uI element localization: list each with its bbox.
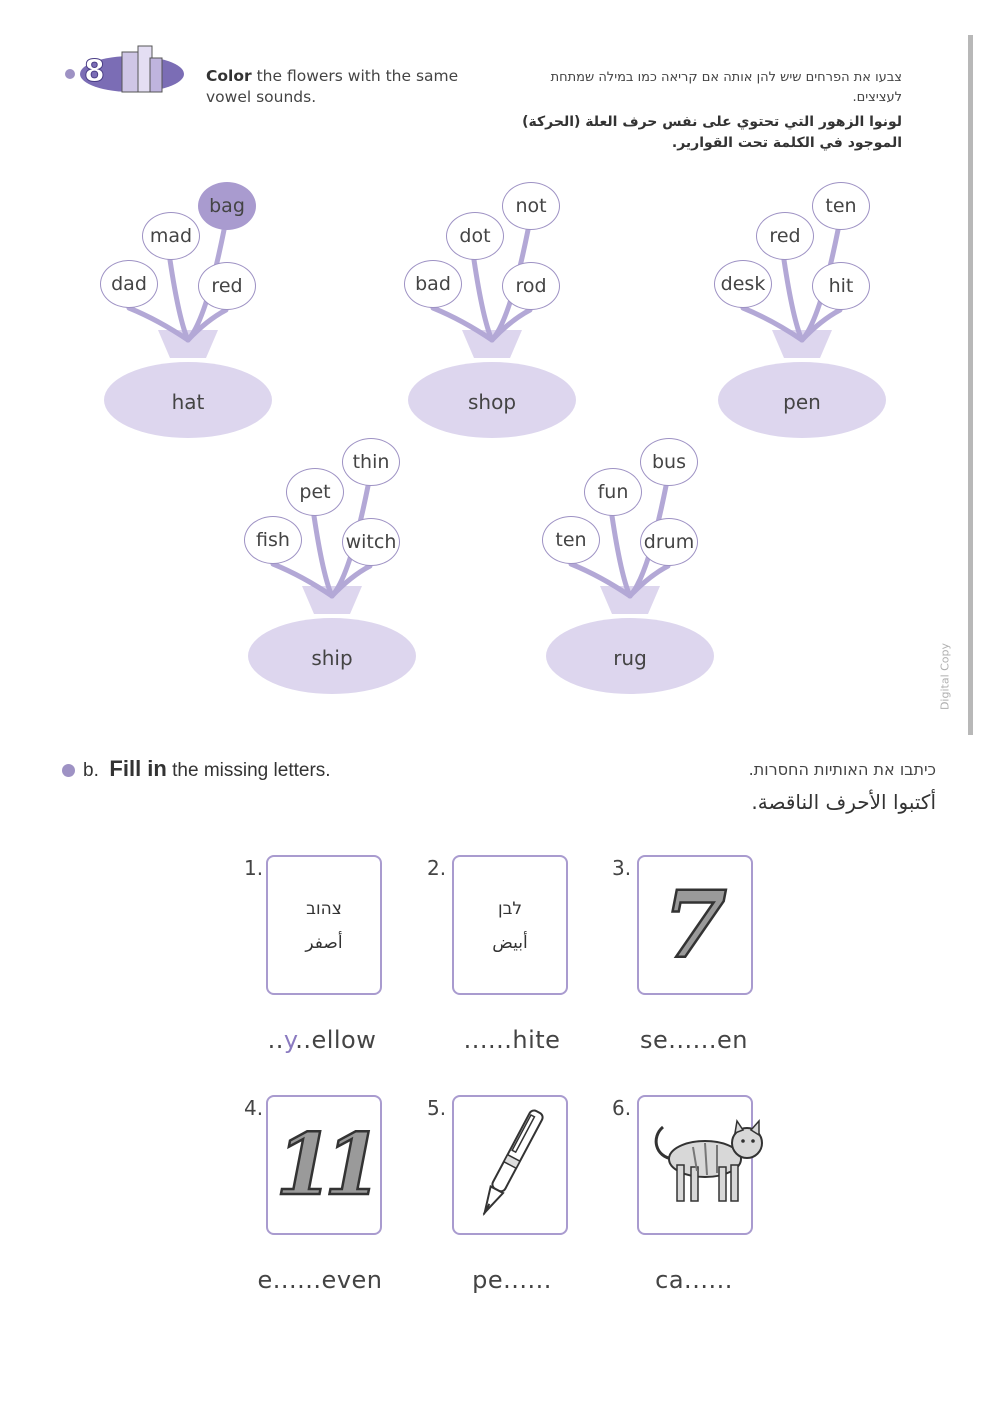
- instruction-ar: لونوا الزهور التي تحتوي على نفس حرف العلة (الحركة) الموجود في الكلمة تحت القوارير.: [522, 114, 902, 151]
- section-b-rest: the missing letters.: [172, 760, 331, 781]
- picture-card: [637, 1095, 753, 1235]
- section-b-instruction: [62, 756, 331, 782]
- flower-drum[interactable]: drum: [640, 518, 698, 566]
- filled-letters: y: [283, 1026, 296, 1054]
- word-suffix: hite: [512, 1026, 561, 1054]
- item-number: 3.: [612, 856, 632, 880]
- flower-red[interactable]: red: [198, 262, 256, 310]
- flower-fish[interactable]: fish: [244, 516, 302, 564]
- section-b-instruction-he: כיתבו את האותיות החסרות.: [748, 760, 936, 779]
- flower-red[interactable]: red: [756, 212, 814, 260]
- flower-rod[interactable]: rod: [502, 262, 560, 310]
- word-suffix: ..ellow: [295, 1026, 377, 1054]
- item-number: 5.: [427, 1096, 447, 1120]
- digit-seven-icon: 7: [662, 871, 727, 979]
- instruction-en: [206, 66, 506, 108]
- vase-pen: [710, 180, 900, 440]
- flower-not[interactable]: not: [502, 182, 560, 230]
- section-b-instruction-ar: أكتبوا الأحرف الناقصة.: [751, 790, 936, 814]
- item-number: 6.: [612, 1096, 632, 1120]
- flower-thin[interactable]: thin: [342, 438, 400, 486]
- instruction-he: צבעו את הפרחים שיש להן אותה אם קריאה כמו במילה שמתחת לעציצים.: [550, 70, 902, 105]
- flower-ten[interactable]: ten: [542, 516, 600, 564]
- vase-ship: [240, 436, 430, 696]
- word-prefix: e......: [257, 1266, 322, 1294]
- instruction-en-rest: the flowers with the same vowel sounds.: [206, 67, 459, 106]
- pen-icon: [454, 1097, 566, 1233]
- instruction-en-bold: Color: [206, 67, 252, 85]
- word-blank-field[interactable]: [242, 1026, 402, 1054]
- section-b-bold: Fill in: [109, 756, 167, 781]
- picture-card: [266, 1095, 382, 1235]
- picture-card: [452, 855, 568, 995]
- picture-card: [452, 1095, 568, 1235]
- card-word-he: צהוב: [306, 899, 342, 919]
- word-suffix: en: [717, 1026, 749, 1054]
- flower-fun[interactable]: fun: [584, 468, 642, 516]
- vase-label: pen: [783, 390, 821, 414]
- flower-bad[interactable]: bad: [404, 260, 462, 308]
- word-prefix: pe......: [472, 1266, 552, 1294]
- card-word-ar: أبيض: [492, 933, 528, 953]
- word-suffix: even: [321, 1266, 383, 1294]
- word-blank-field[interactable]: [614, 1026, 774, 1054]
- vase-shop: [400, 180, 590, 440]
- digit-eleven-icon: 11: [275, 1115, 373, 1214]
- picture-card: [266, 855, 382, 995]
- vase-label: rug: [613, 646, 647, 670]
- word-prefix: ......: [463, 1026, 513, 1054]
- flower-ten[interactable]: ten: [812, 182, 870, 230]
- flower-bus[interactable]: bus: [640, 438, 698, 486]
- bullet-icon: [62, 764, 75, 777]
- flower-hit[interactable]: hit: [812, 262, 870, 310]
- word-blank-field[interactable]: [614, 1266, 774, 1294]
- flower-desk[interactable]: desk: [714, 260, 772, 308]
- watermark: Digital Copy: [938, 642, 952, 711]
- card-word-ar: أصفر: [305, 933, 343, 953]
- flower-bag[interactable]: bag: [198, 182, 256, 230]
- vase-rug: [538, 436, 728, 696]
- item-number: 2.: [427, 856, 447, 880]
- picture-card: [637, 855, 753, 995]
- word-blank-field[interactable]: [240, 1266, 400, 1294]
- exercise-number: 8: [84, 54, 105, 89]
- item-number: 4.: [244, 1096, 264, 1120]
- cat-icon: [643, 1097, 773, 1233]
- vase-hat: [96, 180, 286, 440]
- word-prefix: ca......: [655, 1266, 733, 1294]
- card-word-he: לבן: [497, 899, 523, 919]
- vase-label: hat: [171, 390, 205, 414]
- word-prefix: ..: [267, 1026, 284, 1054]
- vase-label: shop: [467, 390, 517, 414]
- flower-mad[interactable]: mad: [142, 212, 200, 260]
- word-blank-field[interactable]: [432, 1026, 592, 1054]
- vase-label: ship: [311, 646, 353, 670]
- flower-pet[interactable]: pet: [286, 468, 344, 516]
- exercise-badge: [60, 44, 190, 100]
- flower-dad[interactable]: dad: [100, 260, 158, 308]
- word-blank-field[interactable]: [432, 1266, 592, 1294]
- flower-witch[interactable]: witch: [342, 518, 400, 566]
- item-number: 1.: [244, 856, 264, 880]
- section-b-letter: b.: [83, 760, 99, 781]
- page-edge-rule: [968, 35, 973, 735]
- flower-dot[interactable]: dot: [446, 212, 504, 260]
- word-prefix: se......: [639, 1026, 718, 1054]
